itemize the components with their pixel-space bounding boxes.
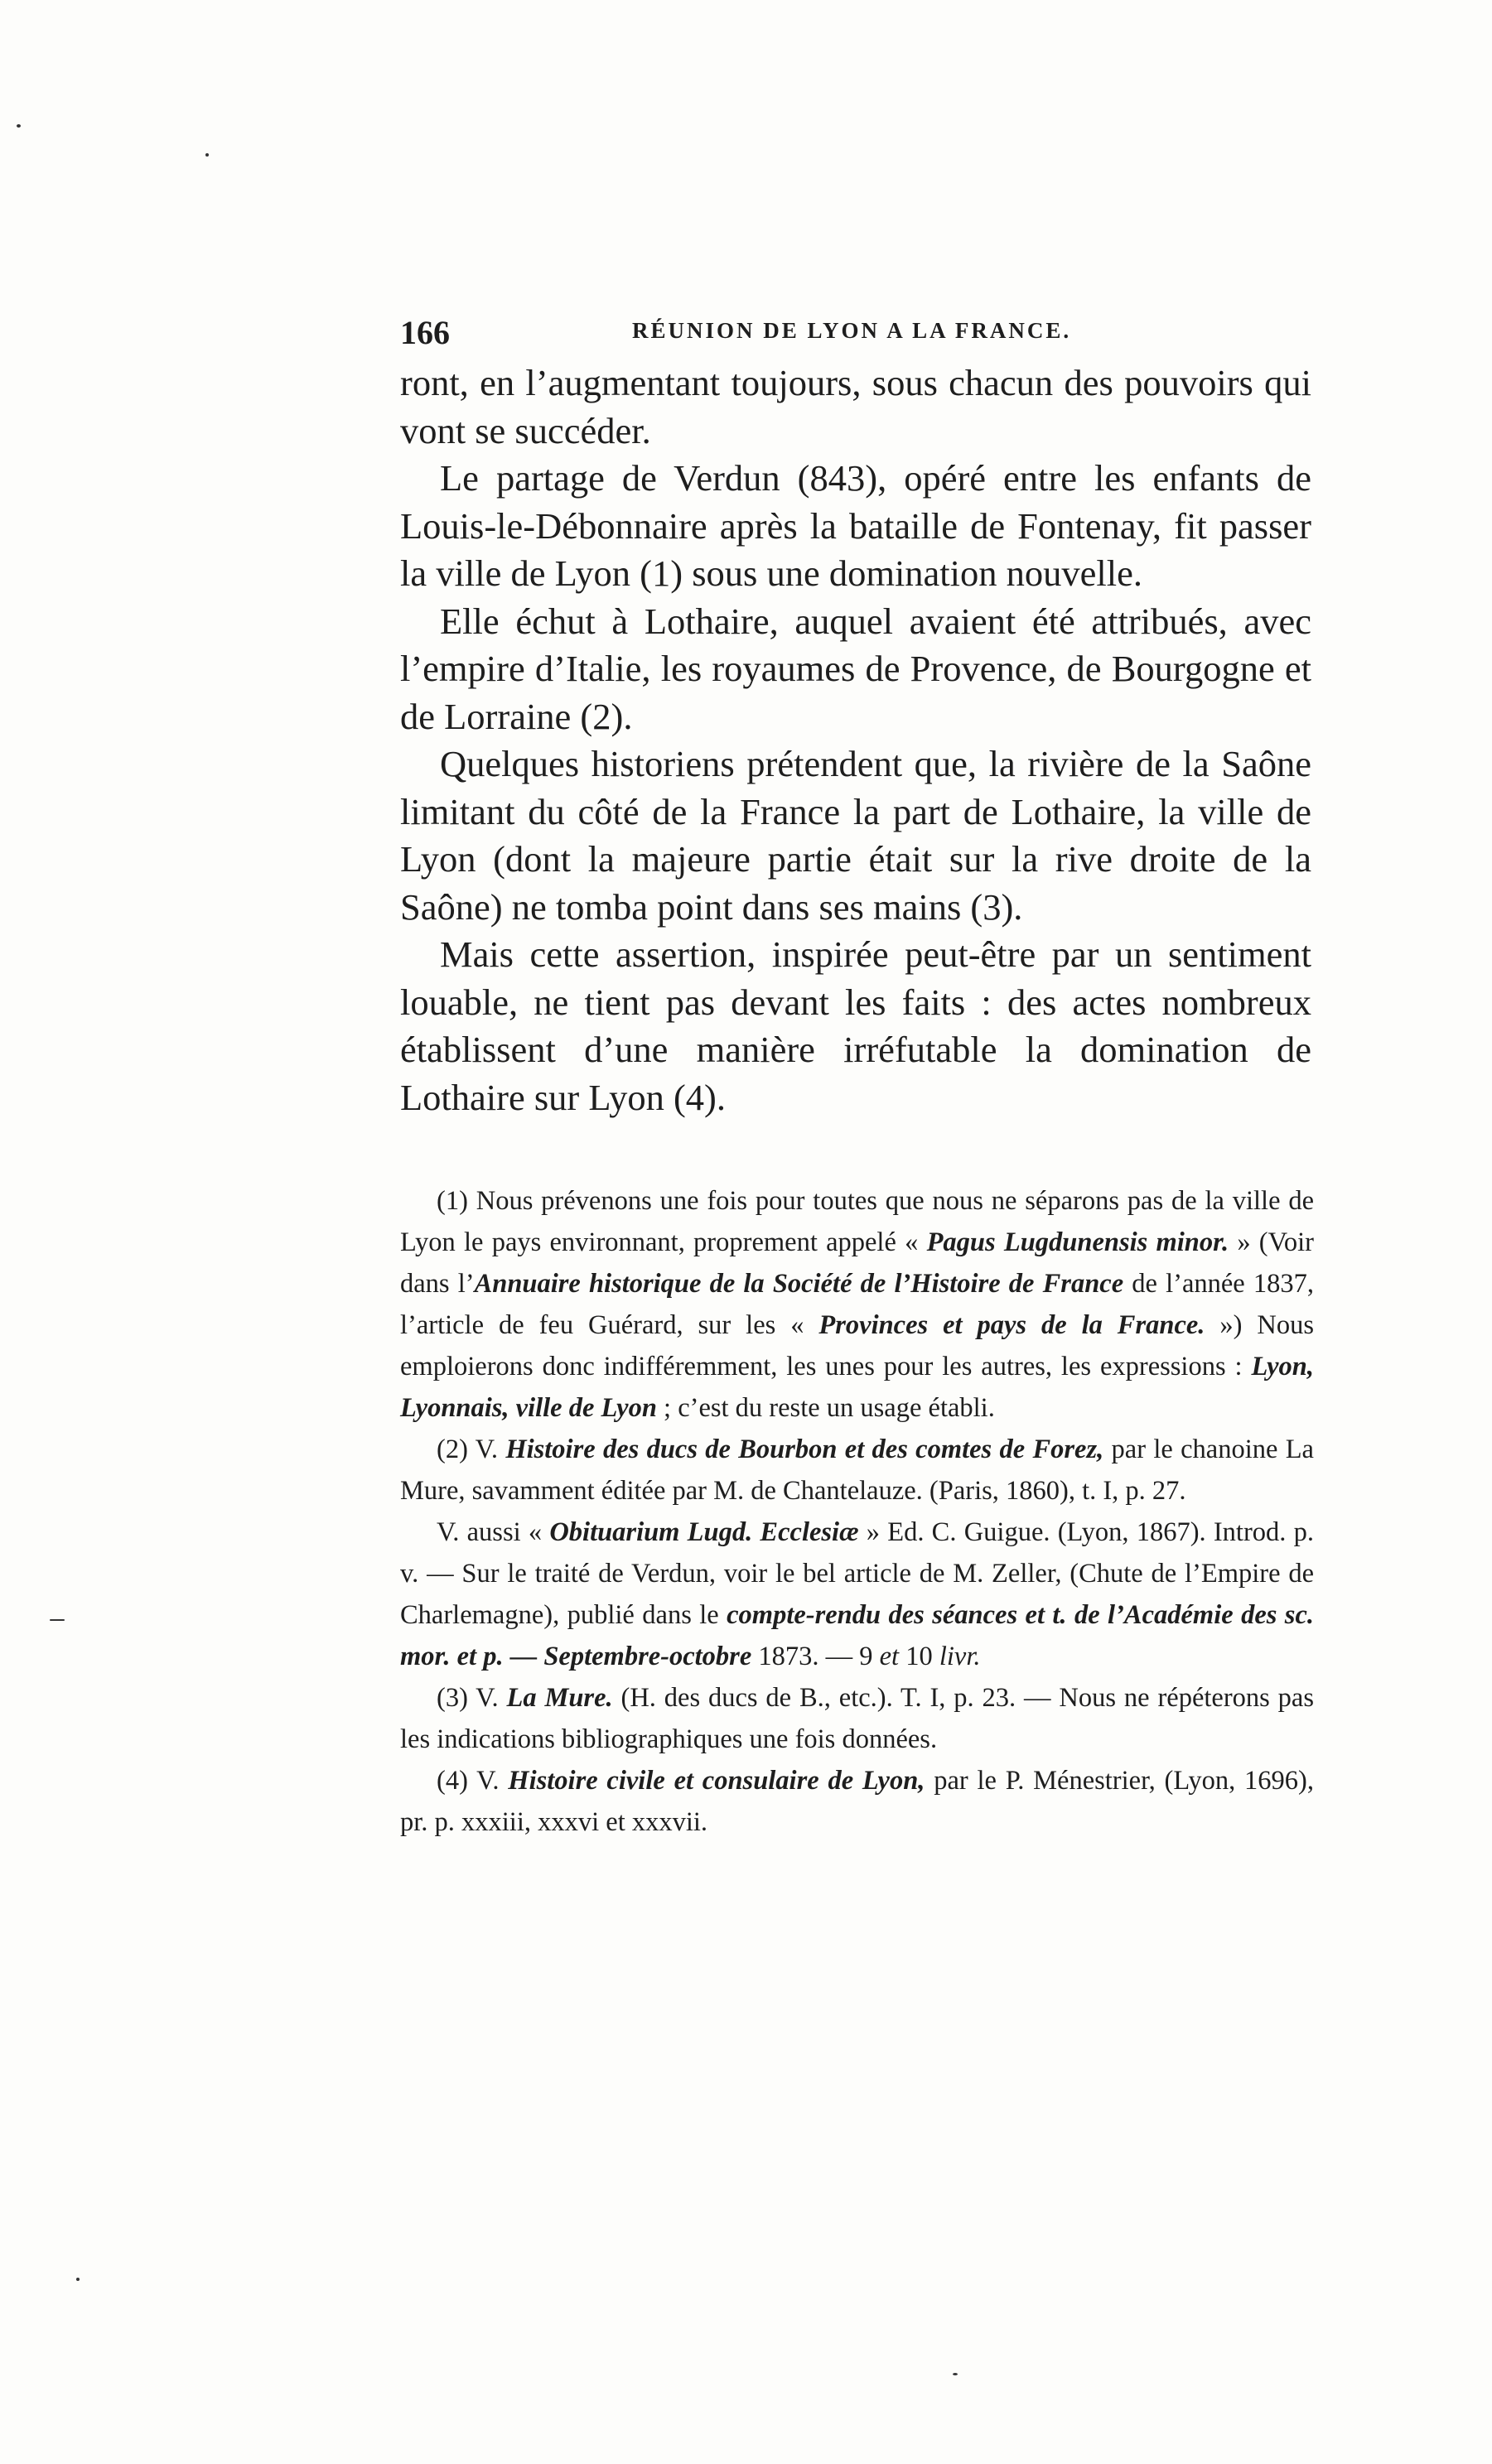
footnote-text: par le P. Ménestrier, (Lyon, 1696), pr. p. xxxiii, xxxvi et xxxvii. xyxy=(400,1766,1315,1837)
page-number: 166 xyxy=(400,314,450,351)
footnote-title: Histoire des ducs de Bourbon et des comtes de Forez, xyxy=(505,1435,1104,1464)
paragraph: Mais cette assertion, inspirée peut-être par un sentiment louable, ne tient pas devant les faits : des actes nombreux établissent d’une manière irréfutable la domination de Lothaire sur Lyon (4). xyxy=(400,933,1311,1118)
footnote-2 xyxy=(400,1429,1314,1512)
footnote-text: V. aussi « xyxy=(437,1517,550,1547)
footnote-title: Histoire civile et consulaire de Lyon, xyxy=(508,1766,925,1796)
footnote-3 xyxy=(400,1677,1314,1760)
scan-speck xyxy=(76,2278,80,2281)
footnote-title: Provinces et pays de la France. xyxy=(818,1310,1205,1340)
footnote-title: Lyon, Lyonnais, ville de Lyon xyxy=(400,1352,1314,1423)
footnote-title: Pagus Lugdunensis minor. xyxy=(926,1227,1229,1257)
footnote-italic: et xyxy=(879,1642,900,1671)
page-header xyxy=(400,313,1104,354)
footnote-text: (2) V. xyxy=(437,1435,506,1464)
scan-speck xyxy=(205,153,209,157)
scan-speck xyxy=(17,124,21,128)
footnote-text: 1873. — 9 xyxy=(751,1642,880,1671)
footnote-text: (3) V. xyxy=(437,1683,507,1713)
paragraph: ront, en l’augmentant toujours, sous chacun des pouvoirs qui vont se succéder. xyxy=(400,362,1311,451)
running-title: RÉUNION DE LYON A LA FRANCE. xyxy=(632,318,1072,343)
footnote-title: Obituarium Lugd. Ecclesiæ xyxy=(549,1517,859,1547)
scan-speck xyxy=(953,2373,958,2375)
footnote-text: (4) V. xyxy=(437,1766,509,1796)
footnote-text: de l’année 1837, l’article de feu Guérard, sur les « xyxy=(400,1269,1314,1340)
footnote-title: La Mure. xyxy=(506,1683,613,1713)
footnote-text: ; c’est du reste un usage établi. xyxy=(656,1393,995,1423)
footnote-text: 10 xyxy=(899,1642,939,1671)
footnote-1 xyxy=(400,1180,1314,1429)
paragraph: Le partage de Verdun (843), opéré entre les enfants de Louis-le-Débonnaire après la bataille de Fontenay, fit passer la ville de Lyon (1) sous une domination nouvelle. xyxy=(400,457,1311,594)
footnote-text: ») Nous emploierons donc indifféremment, les unes pour les autres, les expressions : xyxy=(400,1310,1314,1381)
footnote-2-continued xyxy=(400,1512,1314,1677)
footnote-italic: livr. xyxy=(939,1642,981,1671)
paragraph: Elle échut à Lothaire, auquel avaient été attribués, avec l’empire d’Italie, les royaumes de Provence, de Bourgogne et de Lorraine (2). xyxy=(400,600,1311,737)
paragraph: Quelques historiens prétendent que, la rivière de la Saône limitant du côté de la France la part de Lothaire, la ville de Lyon (dont la majeure partie était sur la rive droite de la Saône) ne tomba point dans ses mains (3). xyxy=(400,743,1311,928)
footnote-title: compte-rendu des séances et t. de l’Académie des sc. mor. et p. — Septembre-octobre xyxy=(400,1600,1315,1671)
footnote-title: Annuaire historique de la Société de l’Histoire de France xyxy=(474,1269,1124,1299)
footnote-text: (1) Nous prévenons une fois pour toutes que nous ne séparons pas de la ville de Lyon le pays environnant, proprement appelé « xyxy=(400,1186,1314,1257)
footnote-4 xyxy=(400,1760,1314,1843)
footnote-text: » (Voir dans l’ xyxy=(400,1227,1314,1299)
scan-speck xyxy=(50,1619,65,1621)
body-text xyxy=(400,359,1311,1121)
footnote-text: (H. des ducs de B., etc.). T. I, p. 23. — Nous ne répéterons pas les indications bibliographiques une fois données. xyxy=(400,1683,1314,1754)
footnote-text: » Ed. C. Guigue. (Lyon, 1867). Introd. p. v. — Sur le traité de Verdun, voir le bel article de M. Zeller, (Chute de l’Empire de Charlemagne), publié dans le xyxy=(400,1517,1314,1630)
footnote-text: par le chanoine La Mure, savamment éditée par M. de Chantelauze. (Paris, 1860), t. I, p. 27. xyxy=(400,1435,1314,1506)
footnotes xyxy=(400,1180,1314,1843)
